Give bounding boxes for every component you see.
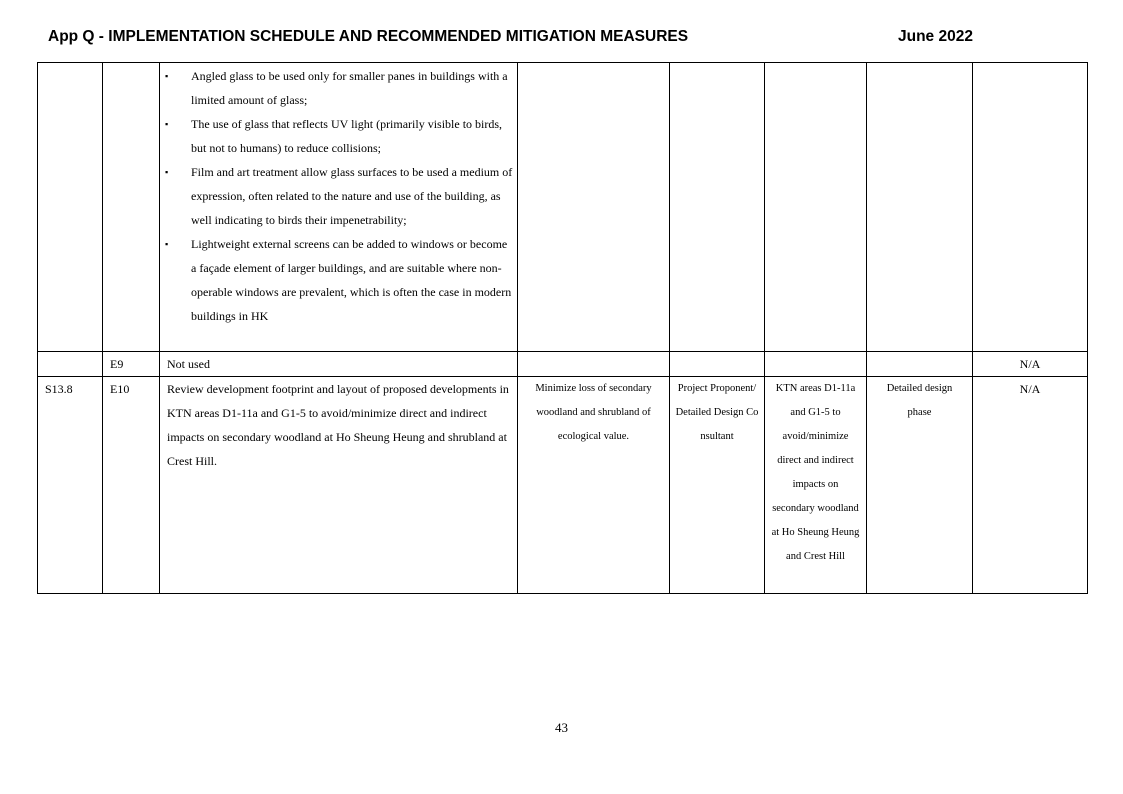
list-item: ▪ Film and art treatment allow glass surfaces to be used a medium of expression, often related to the nature and use of the building, as well indicating to birds their impenetrability; (160, 160, 517, 232)
cell-ref (38, 352, 103, 377)
cell-code: E10 (103, 377, 160, 594)
cell-who: Project Proponent/Detailed Design Consultant (670, 377, 765, 594)
cell-where (765, 63, 867, 352)
bullet-icon: ▪ (165, 119, 169, 129)
cell-when: Detailed design phase (867, 377, 973, 594)
mitigation-schedule-table (37, 62, 1088, 594)
page-header-date: June 2022 (898, 28, 973, 45)
list-item: ▪ The use of glass that reflects UV light (primarily visible to birds, but not to humans) to reduce collisions; (160, 112, 517, 160)
cell-measure: Review development footprint and layout of proposed developments in KTN areas D1-11a and G1-5 to avoid/minimize direct and indirect impacts on secondary woodland at Ho Sheung Heung and shrubland at Crest Hill. (160, 377, 518, 594)
cell-who (670, 63, 765, 352)
page-number: 43 (555, 720, 568, 735)
table-row (38, 352, 1088, 377)
cell-ref (38, 63, 103, 352)
cell-who (670, 352, 765, 377)
cell-where: KTN areas D1-11a and G1-5 to avoid/minimize direct and indirect impacts on secondary woodland at Ho Sheung Heung and Crest Hill (765, 377, 867, 594)
cell-when (867, 63, 973, 352)
cell-objective: Minimize loss of secondary woodland and shrubland of ecological value. (518, 377, 670, 594)
cell-requirement: N/A (973, 352, 1088, 377)
cell-where (765, 352, 867, 377)
cell-measure: Not used (160, 352, 518, 377)
cell-code (103, 63, 160, 352)
cell-requirement (973, 63, 1088, 352)
cell-code: E9 (103, 352, 160, 377)
cell-when (867, 352, 973, 377)
list-item: ▪ Lightweight external screens can be added to windows or become a façade element of larger buildings, and are suitable where non-operable windows are prevalent, which is often the case in modern buildings in HK (160, 232, 517, 328)
list-item: ▪ Angled glass to be used only for smaller panes in buildings with a limited amount of glass; (160, 64, 517, 112)
table-row (38, 377, 1088, 594)
bullet-icon: ▪ (165, 71, 169, 81)
bullet-icon: ▪ (165, 167, 169, 177)
page-header-title: App Q - IMPLEMENTATION SCHEDULE AND RECOMMENDED MITIGATION MEASURES (48, 28, 689, 45)
measure-bullet-list (160, 64, 517, 328)
cell-objective (518, 63, 670, 352)
bullet-icon: ▪ (165, 239, 169, 249)
table-row-continued (38, 63, 1088, 352)
cell-measure (160, 63, 518, 352)
cell-requirement: N/A (973, 377, 1088, 594)
cell-objective (518, 352, 670, 377)
cell-ref: S13.8 (38, 377, 103, 594)
